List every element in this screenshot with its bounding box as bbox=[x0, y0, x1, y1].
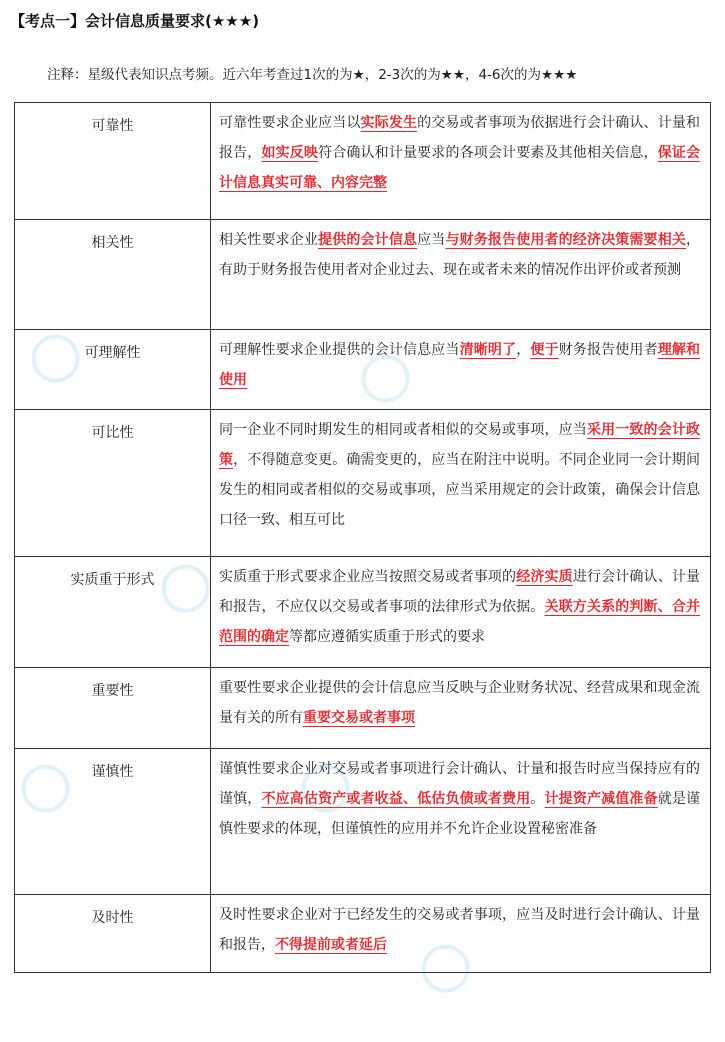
key-phrase: 经济实质 bbox=[516, 569, 573, 585]
term-cell: 可理解性 bbox=[15, 330, 211, 410]
key-phrase: 如实反映 bbox=[261, 145, 319, 161]
table-row bbox=[15, 557, 711, 668]
key-phrase: 不得提前或者延后 bbox=[275, 937, 387, 953]
term-cell: 谨慎性 bbox=[15, 749, 211, 895]
term-cell: 及时性 bbox=[15, 895, 211, 973]
key-phrase: 提供的会计信息 bbox=[318, 232, 418, 248]
table-row bbox=[15, 895, 711, 973]
frequency-note: 注释：星级代表知识点考频。近六年考查过1次的为★，2-3次的为★★，4-6次的为★★★ bbox=[47, 67, 578, 83]
table-row bbox=[15, 103, 711, 220]
description-text: 实质重于形式要求企业应当按照交易或者事项的 bbox=[219, 569, 517, 585]
key-phrase: 实际发生 bbox=[360, 115, 418, 131]
description-text: 财务报告使用者 bbox=[558, 342, 658, 358]
description-text: 可理解性要求企业提供的会计信息应当 bbox=[219, 342, 460, 358]
description-text: 相关性要求企业 bbox=[219, 232, 319, 248]
key-phrase: 重要交易或者事项 bbox=[303, 710, 415, 726]
quality-requirements-table bbox=[14, 102, 711, 973]
description-cell bbox=[211, 220, 711, 330]
table-row bbox=[15, 668, 711, 749]
description-cell bbox=[211, 330, 711, 410]
key-phrase: 便于 bbox=[530, 342, 559, 358]
description-cell bbox=[211, 557, 711, 668]
description-text: 等都应遵循实质重于形式的要求 bbox=[289, 629, 485, 645]
term-cell: 可靠性 bbox=[15, 103, 211, 220]
term-cell: 可比性 bbox=[15, 410, 211, 557]
description-text: 重要性要求企业提供的会计信息应当反映与企业财务状况、经营成果和现金流量有关的所有 bbox=[219, 680, 700, 726]
key-phrase: 采用一致的会计政策 bbox=[219, 422, 701, 468]
description-text: 同一企业不同时期发生的相同或者相似的交易或事项，应当 bbox=[219, 422, 587, 438]
table-row bbox=[15, 220, 711, 330]
term-cell: 相关性 bbox=[15, 220, 211, 330]
table-row bbox=[15, 749, 711, 895]
description-cell bbox=[211, 410, 711, 557]
description-text: 应当 bbox=[417, 232, 446, 248]
description-text: ，不得随意变更。确需变更的，应当在附注中说明。不同企业同一会计期间发生的相同或者相似的交易或事项，应当采用规定的会计政策，确保会计信息口径一致、相互可比 bbox=[219, 452, 701, 528]
description-text: 符合确认和计量要求的各项会计要素及其他相关信息， bbox=[318, 145, 658, 161]
description-text: 可靠性要求企业应当以 bbox=[219, 115, 361, 131]
key-phrase: 计提资产减值准备 bbox=[544, 791, 658, 807]
description-cell bbox=[211, 103, 711, 220]
table-row bbox=[15, 410, 711, 557]
description-text: 就是谨慎性要求的体现，但谨慎性的应用并不允许企业设置秘密准备 bbox=[219, 791, 701, 837]
key-phrase: 与财务报告使用者的经济决策需要相关 bbox=[445, 232, 687, 248]
table-row bbox=[15, 330, 711, 410]
description-text: 及时性要求企业对于已经发生的交易或者事项，应当及时进行会计确认、计量和报告， bbox=[219, 907, 700, 953]
description-text: ， bbox=[516, 342, 531, 358]
description-cell bbox=[211, 895, 711, 973]
description-text: ，有助于财务报告使用者对企业过去、现在或者未来的情况作出评价或者预测 bbox=[219, 232, 701, 278]
description-cell bbox=[211, 668, 711, 749]
term-cell: 重要性 bbox=[15, 668, 211, 749]
key-phrase: 清晰明了 bbox=[459, 342, 517, 358]
key-phrase: 保证会计信息真实可靠、内容完整 bbox=[219, 145, 701, 191]
description-text: 的交易或者事项为依据进行会计确认、计量和报告， bbox=[219, 115, 701, 161]
description-cell bbox=[211, 749, 711, 895]
description-text: 谨慎性要求企业对交易或者事项进行会计确认、计量和报告时应当保持应有的谨慎， bbox=[219, 761, 700, 807]
key-phrase: 不应高估资产或者收益、低估负债或者费用 bbox=[261, 791, 531, 807]
description-text: 。 bbox=[530, 791, 545, 807]
key-phrase: 理解和使用 bbox=[219, 342, 701, 388]
term-cell: 实质重于形式 bbox=[15, 557, 211, 668]
key-phrase: 关联方关系的判断、合并范围的确定 bbox=[219, 599, 700, 645]
description-text: 进行会计确认、计量和报告，不应仅以交易或者事项的法律形式为依据。 bbox=[219, 569, 701, 615]
page-title: 【考点一】会计信息质量要求(★★★) bbox=[10, 12, 260, 30]
